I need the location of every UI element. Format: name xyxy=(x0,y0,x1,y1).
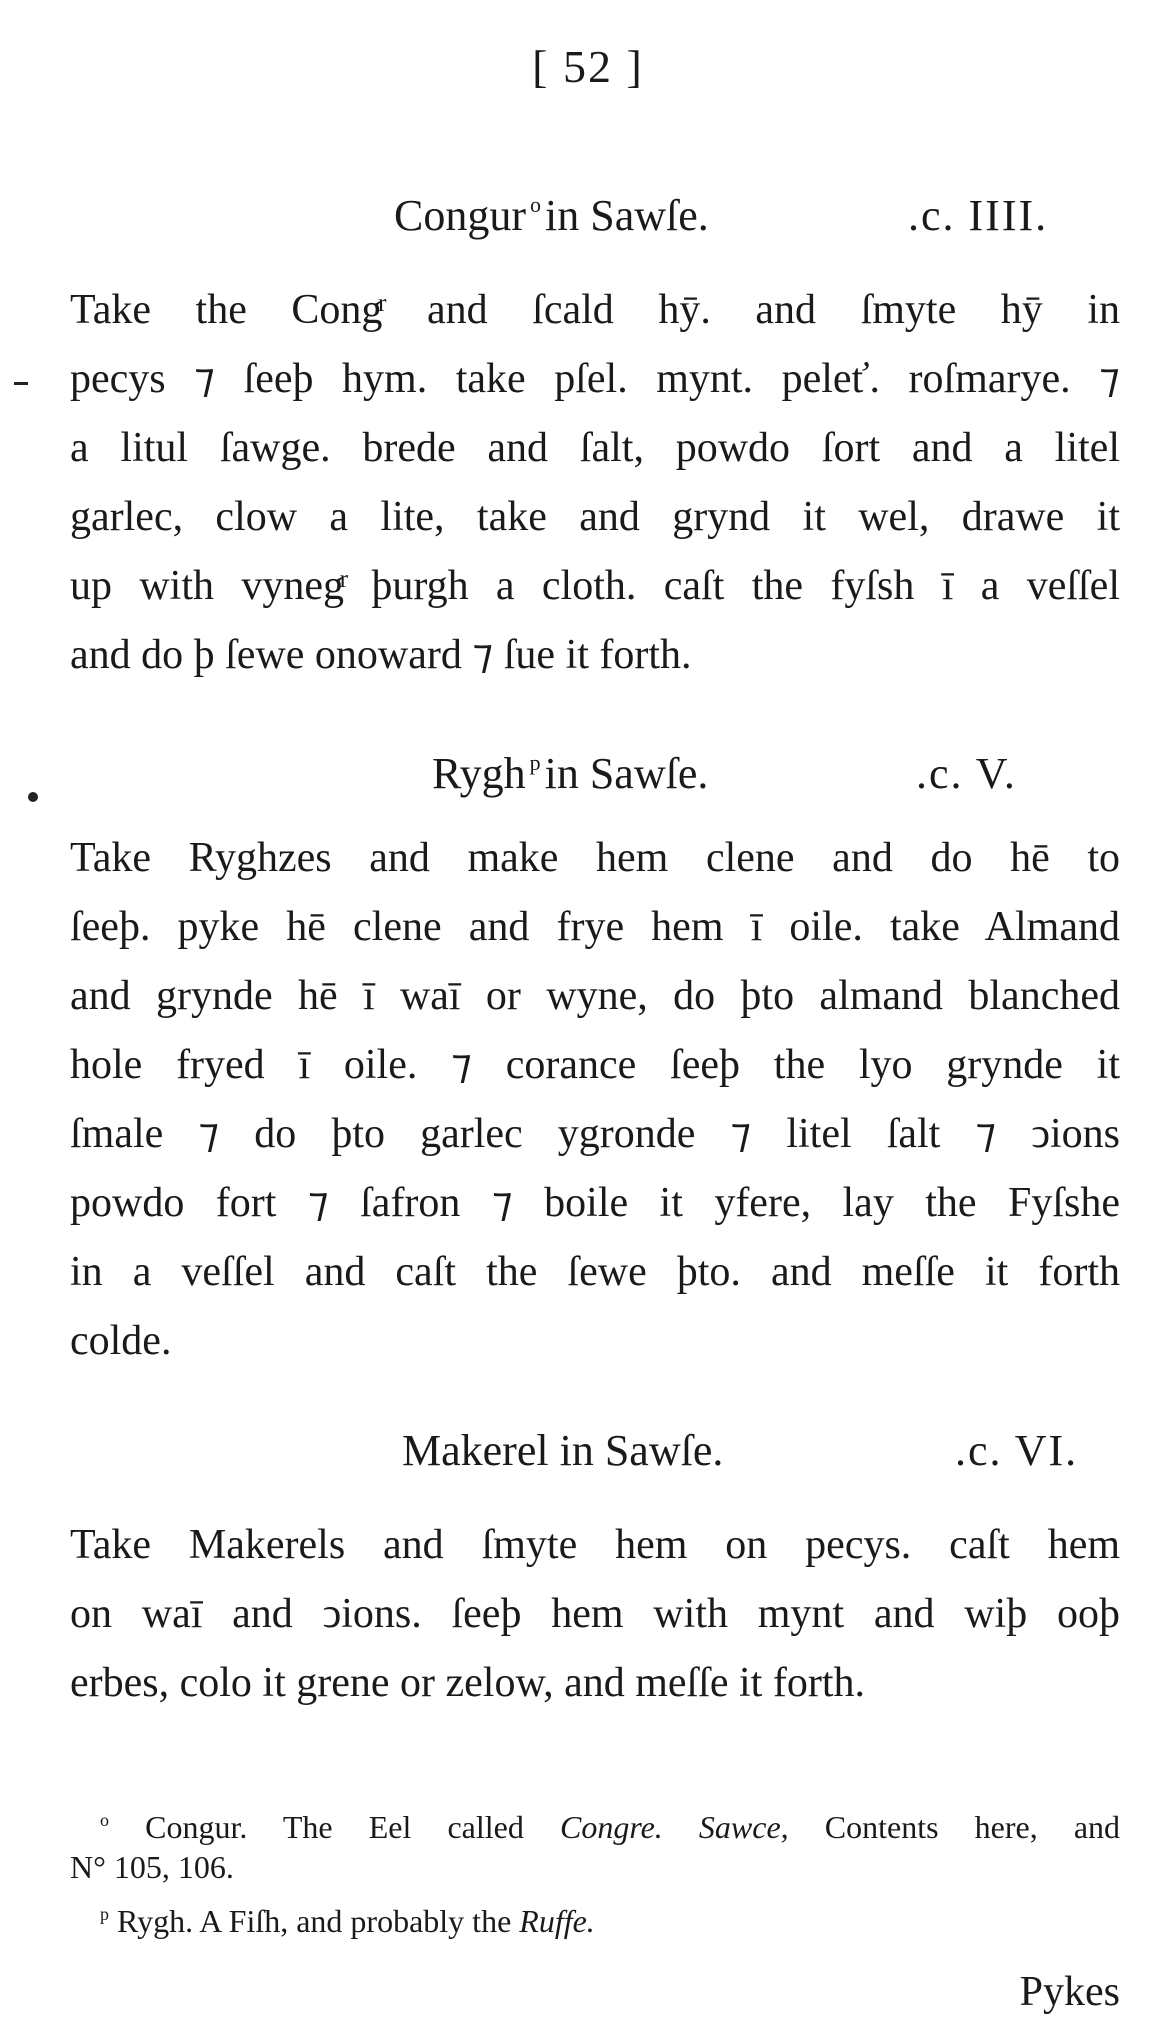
recipe-text-makerel xyxy=(70,1511,1120,1718)
footnote-continuation: N° 105, 106. xyxy=(70,1849,234,1885)
recipe-title: Makerel in Sawſe. xyxy=(402,1426,724,1475)
recipe-heading-rygh xyxy=(0,748,1176,808)
recipe-heading-makerel xyxy=(0,1425,1176,1485)
text-line: powdo fort ⁊ ſafron ⁊ boile it yfere, lay the Fyſshe xyxy=(70,1180,1120,1226)
text-line: Take Makerels and ſmyte hem on pecys. caſt hem xyxy=(70,1522,1120,1568)
recipe-number: .c. IIII. xyxy=(908,191,1049,240)
page-number: [ 52 ] xyxy=(532,41,644,92)
recipe-title: Rygh $^p$in Sawſe. xyxy=(432,749,709,798)
text-line: and do þ ſewe onoward ⁊ ſue it forth. xyxy=(70,632,692,678)
recipe-text-rygh xyxy=(70,824,1120,1376)
text-line: up with vynegͬ þurgh a cloth. caſt the fyſsh ī a veſſel xyxy=(70,563,1120,609)
text-line: a litul ſawge. brede and ſalt, powdo ſort and a litel xyxy=(70,425,1120,471)
footnote-congur: $^o$ Congur. The Eel called Congre. Sawce, Contents here, and xyxy=(100,1809,1121,1845)
note-mark: o xyxy=(530,192,541,217)
footnotes xyxy=(70,1797,1120,1938)
text-line: on waī and ↄions. ſeeþ hem with mynt and wiþ ooþ xyxy=(70,1591,1120,1637)
text-line: Take Ryghzes and make hem clene and do hē to xyxy=(70,835,1120,881)
text-line: ſeeþ. pyke hē clene and frye hem ī oile. take Almand xyxy=(70,904,1120,950)
recipe-text-congur xyxy=(70,276,1120,690)
text-line: colde. xyxy=(70,1318,172,1364)
recipe-heading-congur xyxy=(0,190,1176,250)
text-line: Take the Congͬ and ſcald hȳ. and ſmyte hȳ in xyxy=(70,287,1120,333)
footnote-rygh: $^p$ Rygh. A Fiſh, and probably the Ruffe. xyxy=(100,1903,595,1939)
text-line: ſmale ⁊ do þto garlec ygronde ⁊ litel ſalt ⁊ ↄions xyxy=(70,1111,1120,1157)
recipe-number: .c. V. xyxy=(916,749,1017,798)
recipe-title: Congur $^o$in Sawſe. xyxy=(394,191,709,240)
catchword: Pykes xyxy=(1019,1969,1120,2015)
margin-dot xyxy=(28,792,38,802)
note-mark: p xyxy=(529,750,541,775)
text-line: erbes, colo it grene or zelow, and meſſe it forth. xyxy=(70,1660,865,1706)
recipe-number: .c. VI. xyxy=(955,1426,1079,1475)
margin-dash xyxy=(14,382,28,385)
text-line: pecys ⁊ ſeeþ hym. take pſel. mynt. peleť. roſmarye. ⁊ xyxy=(70,356,1120,402)
text-line: and grynde hē ī waī or wyne, do þto almand blanched xyxy=(70,973,1120,1019)
text-line: in a veſſel and caſt the ſewe þto. and meſſe it forth xyxy=(70,1249,1120,1295)
text-line: garlec, clow a lite, take and grynd it wel, drawe it xyxy=(70,494,1120,540)
text-line: hole fryed ī oile. ⁊ corance ſeeþ the lyo grynde it xyxy=(70,1042,1120,1088)
